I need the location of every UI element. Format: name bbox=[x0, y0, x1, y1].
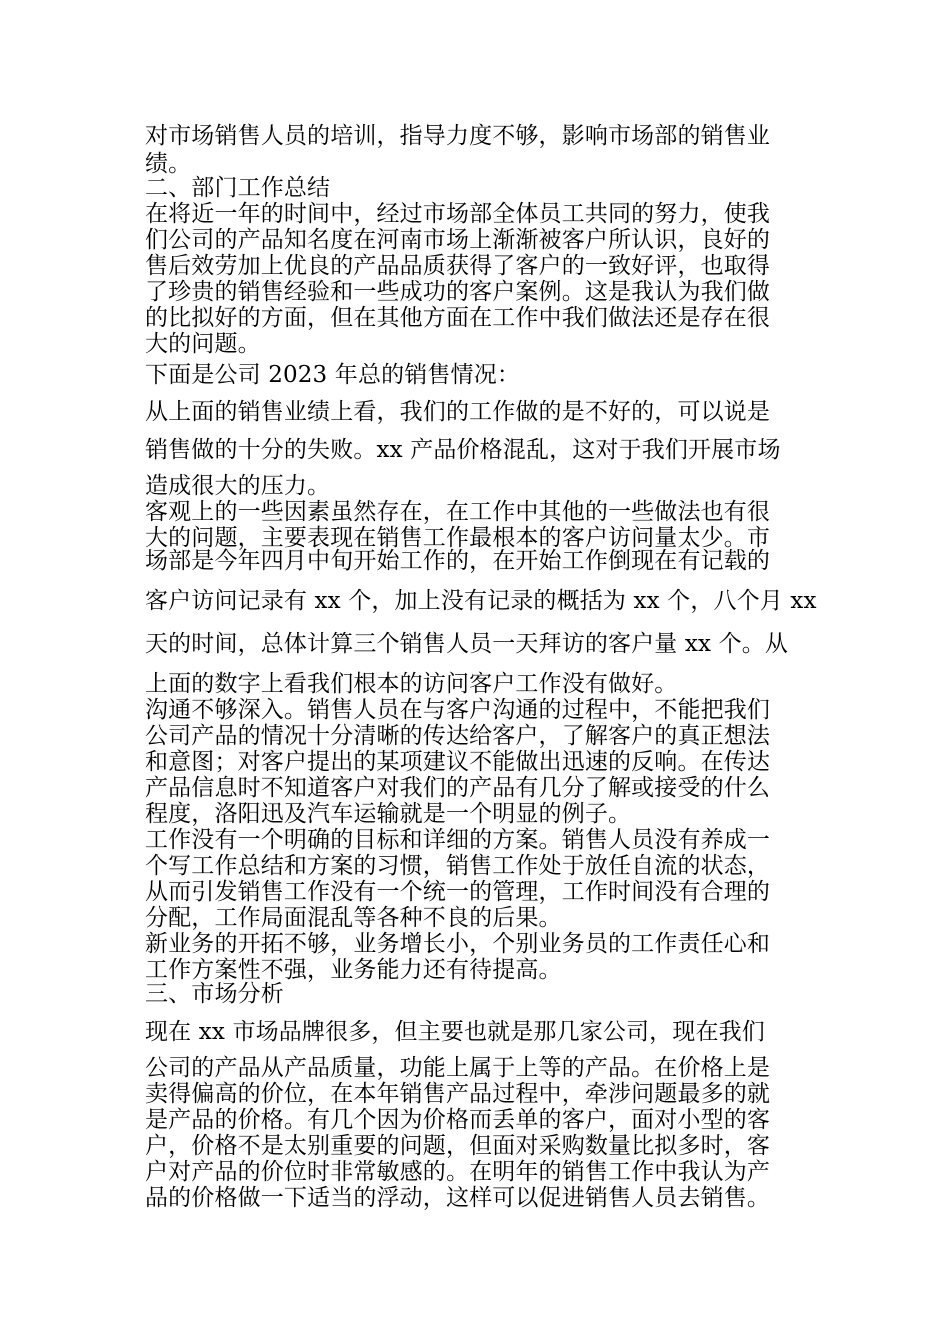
text-line: 客户访问记录有 xx 个，加上没有记录的概括为 xx 个，八个月 xx bbox=[145, 588, 817, 614]
text-line: 新业务的开拓不够，业务增长小，个别业务员的工作责任心和 bbox=[145, 931, 771, 957]
text-line: 公司产品的情况十分清晰的传达给客户，了解客户的真正想法 bbox=[145, 723, 771, 749]
text-line: 大的问题。 bbox=[145, 331, 261, 357]
text-line: 们公司的产品知名度在河南市场上渐渐被客户所认识，良好的 bbox=[145, 227, 771, 253]
text-line: 绩。 bbox=[145, 151, 192, 177]
text-line: 在将近一年的时间中，经过市场部全体员工共同的努力，使我 bbox=[145, 201, 771, 227]
text-line: 现在 xx 市场品牌很多，但主要也就是那几家公司，现在我们 bbox=[145, 1019, 765, 1045]
text-line: 售后效劳加上优良的产品品质获得了客户的一致好评，也取得 bbox=[145, 253, 771, 279]
text-line: 是产品的价格。有几个因为价格而丢单的客户，面对小型的客 bbox=[145, 1107, 771, 1133]
text-line: 产品信息时不知道客户对我们的产品有几分了解或接受的什么 bbox=[145, 775, 771, 801]
text-line: 下面是公司 2023 年总的销售情况： bbox=[145, 362, 521, 388]
text-line: 了珍贵的销售经验和一些成功的客户案例。这是我认为我们做 bbox=[145, 279, 771, 305]
text-line: 沟通不够深入。销售人员在与客户沟通的过程中，不能把我们 bbox=[145, 697, 771, 723]
text-line: 户，价格不是太别重要的问题，但面对采购数量比拟多时，客 bbox=[145, 1133, 771, 1159]
text-line: 工作方案性不强，业务能力还有待提高。 bbox=[145, 957, 562, 983]
text-line: 个写工作总结和方案的习惯，销售工作处于放任自流的状态， bbox=[145, 853, 771, 879]
section-heading: 二、部门工作总结 bbox=[145, 175, 331, 201]
text-line: 大的问题，主要表现在销售工作最根本的客户访问量太少。市 bbox=[145, 525, 771, 551]
text-line: 和意图；对客户提出的某项建议不能做出迅速的反响。在传达 bbox=[145, 749, 771, 775]
text-line: 天的时间，总体计算三个销售人员一天拜访的客户量 xx 个。从 bbox=[145, 631, 789, 657]
text-line: 客观上的一些因素虽然存在，在工作中其他的一些做法也有很 bbox=[145, 499, 771, 525]
text-line: 卖得偏高的价位，在本年销售产品过程中，牵涉问题最多的就 bbox=[145, 1081, 771, 1107]
text-line: 从上面的销售业绩上看，我们的工作做的是不好的，可以说是 bbox=[145, 399, 771, 425]
text-line: 场部是今年四月中旬开始工作的，在开始工作倒现在有记载的 bbox=[145, 548, 771, 574]
text-line: 分配，工作局面混乱等各种不良的后果。 bbox=[145, 905, 562, 931]
text-line: 从而引发销售工作没有一个统一的管理，工作时间没有合理的 bbox=[145, 879, 771, 905]
section-heading: 三、市场分析 bbox=[145, 981, 284, 1007]
text-line: 上面的数字上看我们根本的访问客户工作没有做好。 bbox=[145, 671, 678, 697]
text-line: 的比拟好的方面，但在其他方面在工作中我们做法还是存在很 bbox=[145, 305, 771, 331]
text-line: 造成很大的压力。 bbox=[145, 473, 331, 499]
text-line: 程度，洛阳迅及汽车运输就是一个明显的例子。 bbox=[145, 801, 632, 827]
text-line: 品的价格做一下适当的浮动，这样可以促进销售人员去销售。 bbox=[145, 1185, 771, 1211]
text-line: 对市场销售人员的培训，指导力度不够，影响市场部的销售业 bbox=[145, 123, 771, 149]
text-line: 工作没有一个明确的目标和详细的方案。销售人员没有养成一 bbox=[145, 827, 771, 853]
text-line: 公司的产品从产品质量，功能上属于上等的产品。在价格上是 bbox=[145, 1055, 771, 1081]
text-line: 销售做的十分的失败。xx 产品价格混乱，这对于我们开展市场 bbox=[145, 437, 781, 463]
text-line: 户对产品的价位时非常敏感的。在明年的销售工作中我认为产 bbox=[145, 1159, 771, 1185]
